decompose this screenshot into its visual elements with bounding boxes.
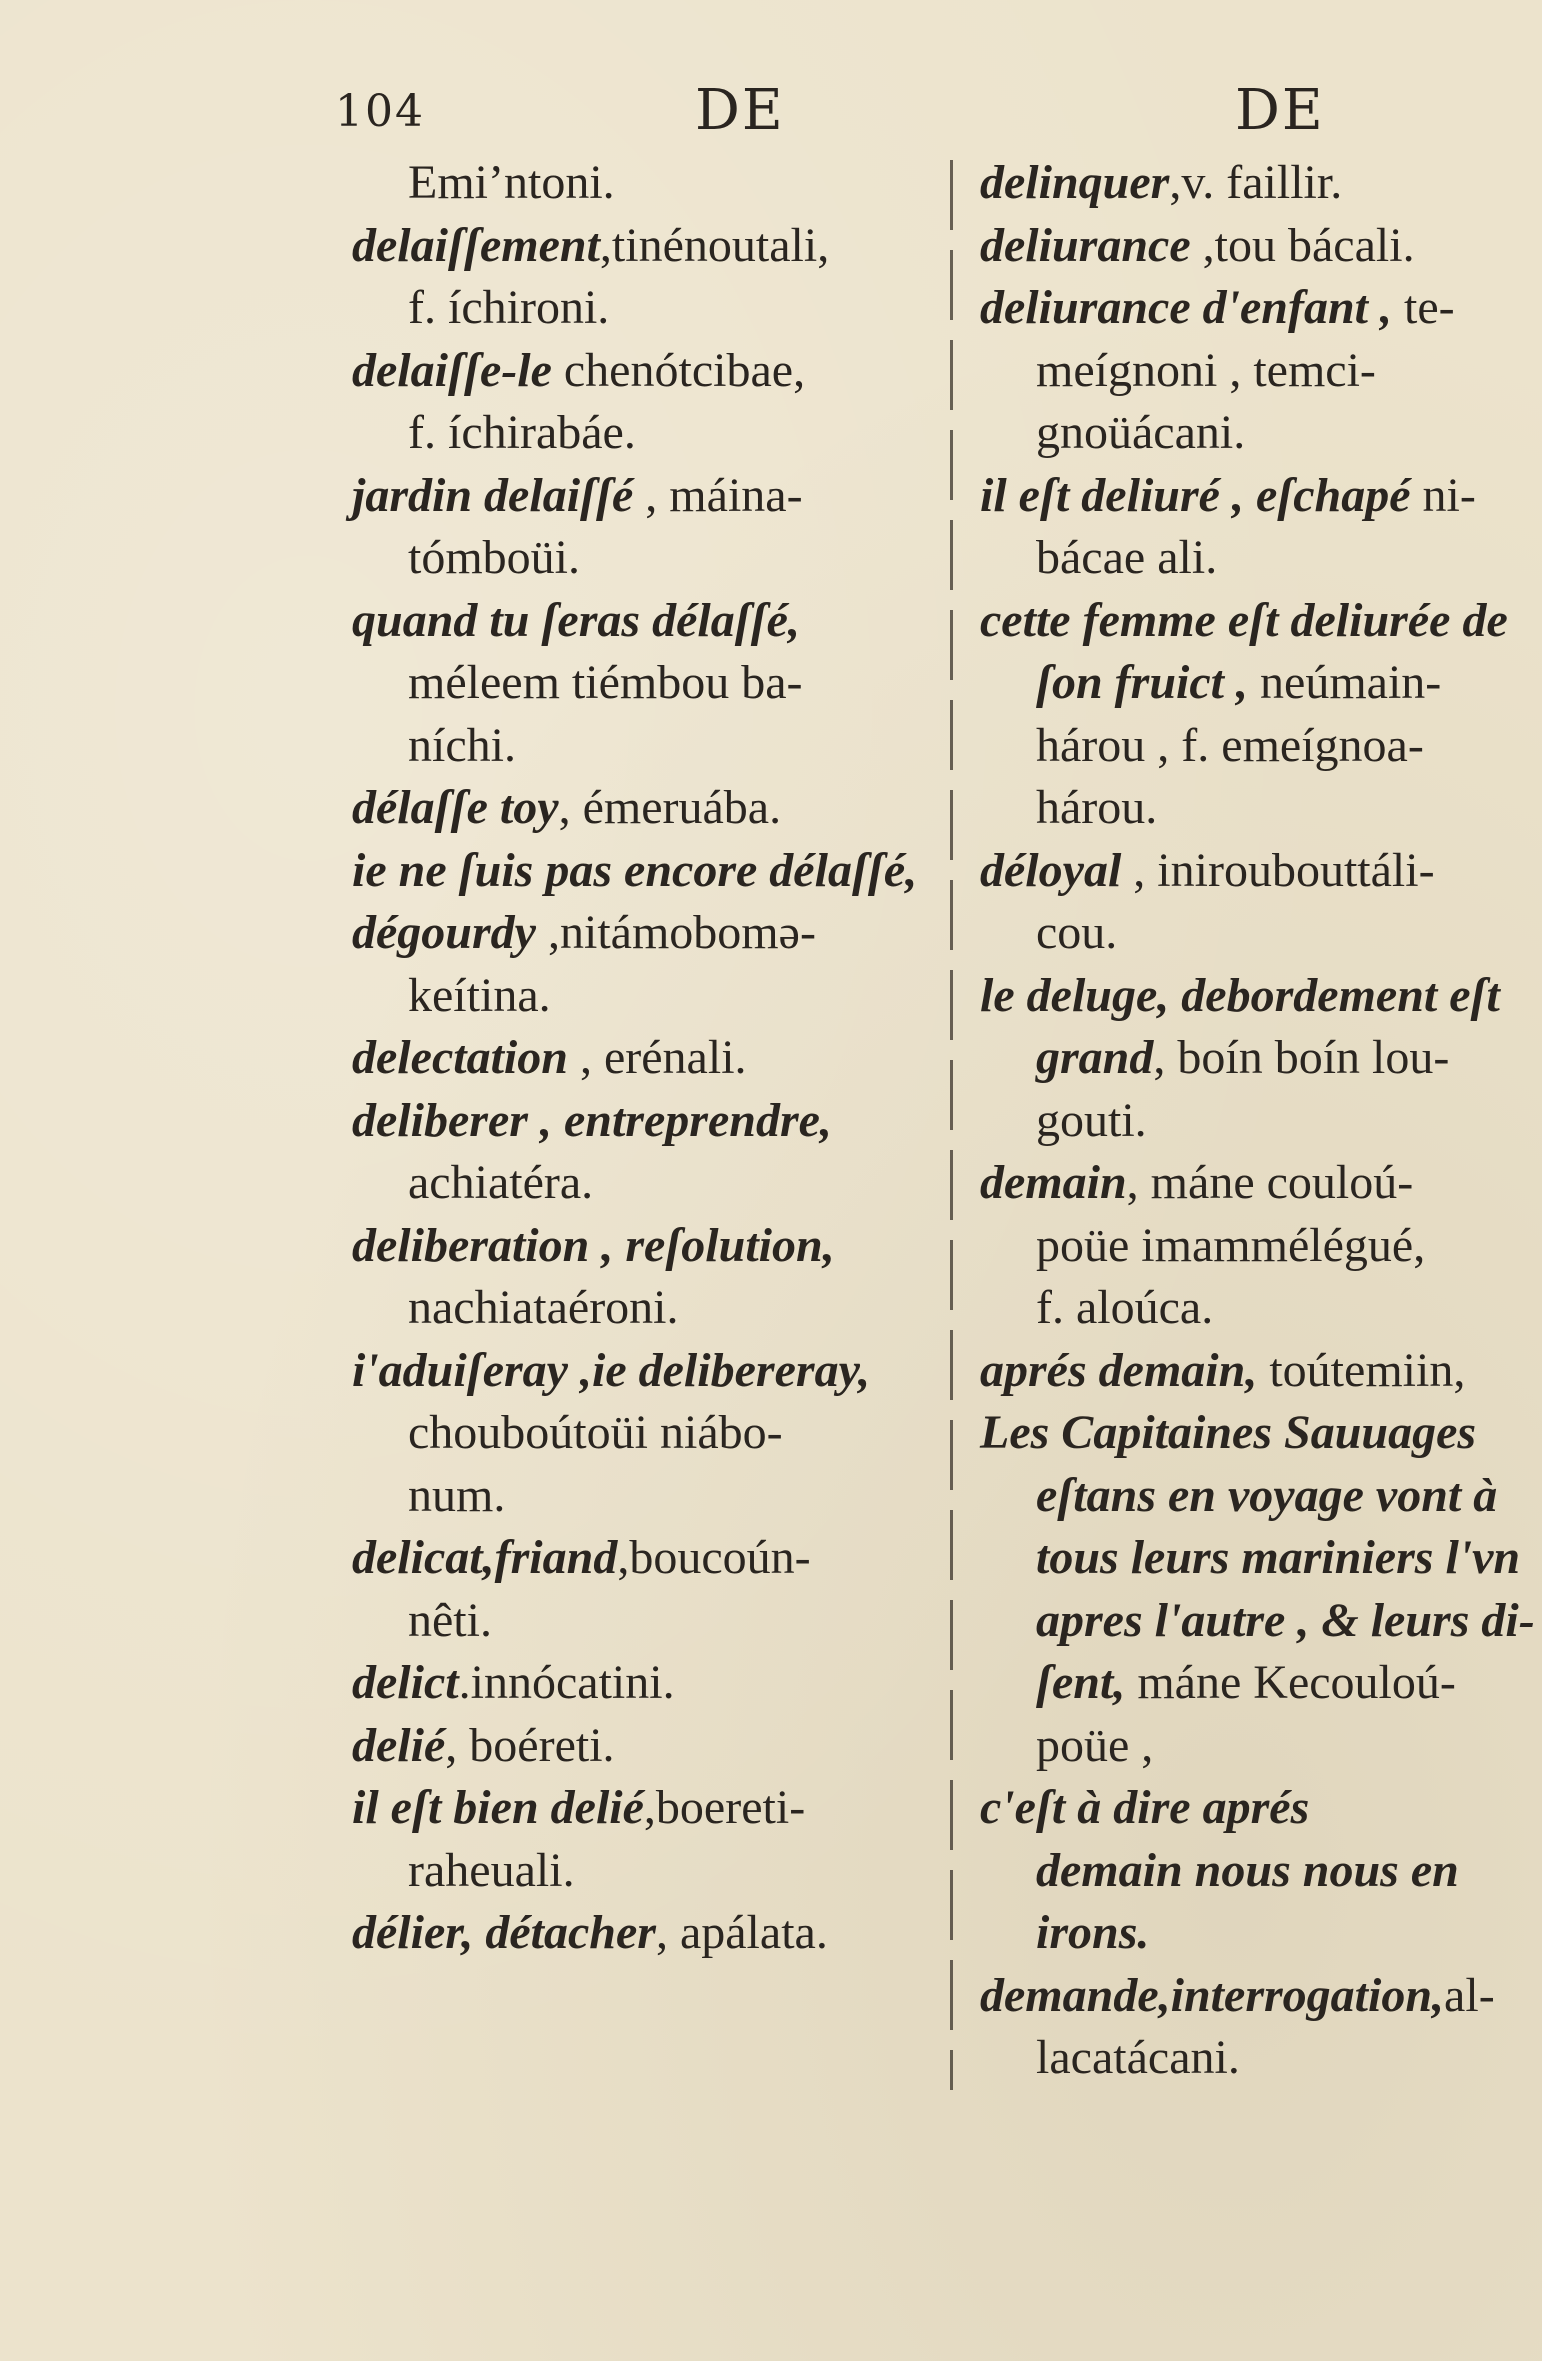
page-number: 104 [335, 86, 425, 137]
punctuation: , [599, 218, 612, 272]
dictionary-line [980, 527, 1500, 590]
native-term: tómboüi. [408, 531, 581, 584]
french-term: deliberer , entreprendre, [352, 1093, 832, 1147]
dictionary-line [980, 777, 1500, 840]
punctuation: , [617, 1531, 630, 1584]
dictionary-line [980, 1402, 1500, 1465]
dictionary-line [980, 1777, 1500, 1840]
french-term: délier, détacher [352, 1906, 656, 1959]
native-term: tou bácali. [1214, 218, 1415, 272]
native-term: boucoún- [629, 1531, 811, 1584]
french-term: delinquer [980, 156, 1170, 209]
punctuation: , [633, 468, 658, 522]
native-term: achiatéra. [408, 1156, 594, 1209]
native-term: iniroubouttáli- [1145, 843, 1435, 897]
native-term: émeruába. [570, 781, 782, 834]
french-term: demain nous nous en [1036, 1843, 1459, 1897]
dictionary-line [352, 215, 942, 278]
french-term: delicat,friand [352, 1531, 618, 1584]
french-term: delié [352, 1718, 446, 1772]
native-term: al- [1444, 1968, 1495, 2022]
native-term: v. faillir. [1181, 156, 1343, 209]
dictionary-line [980, 652, 1500, 715]
native-term: hárou , f. emeígnoa- [1036, 718, 1424, 772]
punctuation: , [1153, 1031, 1166, 1084]
native-term: toútemiin, [1257, 1343, 1466, 1397]
french-term: demande,interrogation, [980, 1968, 1445, 2022]
dictionary-line [352, 1777, 942, 1840]
native-term: boereti- [655, 1781, 806, 1834]
dictionary-line [980, 152, 1500, 215]
dictionary-line [352, 1902, 942, 1965]
dictionary-line [352, 340, 942, 403]
dictionary-line [980, 715, 1500, 778]
native-term: chenótcibae, [551, 343, 806, 397]
dictionary-line [352, 715, 942, 778]
native-term: f. íchirabáe. [408, 406, 636, 459]
french-term: ie ne ſuis pas encore délaſſé, [352, 843, 918, 897]
dictionary-line [980, 1715, 1500, 1778]
punctuation: , [1126, 1156, 1139, 1209]
native-term: nitámobomə- [559, 906, 816, 959]
dictionary-line [352, 590, 942, 653]
dictionary-line [352, 1590, 942, 1653]
dictionary-line [352, 1715, 942, 1778]
french-term: cette femme eſt deliurée de [980, 593, 1508, 647]
dictionary-line [352, 465, 942, 528]
dictionary-line [352, 1465, 942, 1528]
french-term: ſent, [1036, 1656, 1126, 1709]
french-term: i'aduiſeray ,ie delibereray, [352, 1343, 871, 1397]
native-term: nachiataéroni. [408, 1281, 679, 1334]
dictionary-line [980, 277, 1500, 340]
french-term: il eſt bien delié [352, 1781, 644, 1834]
dictionary-line [980, 1152, 1500, 1215]
punctuation: , [558, 781, 571, 834]
punctuation: , [1121, 843, 1146, 897]
dictionary-line [980, 590, 1508, 653]
french-term: deliberation , reſolution, [352, 1218, 835, 1272]
dictionary-line [980, 340, 1500, 403]
native-term: boín boín lou- [1165, 1031, 1450, 1084]
french-term: ſon fruict , [1036, 656, 1249, 709]
dictionary-line [352, 1652, 942, 1715]
french-term: delaiſſe-le [352, 343, 552, 397]
dictionary-line [352, 777, 942, 840]
dictionary-line [352, 277, 942, 340]
french-term: quand tu ſeras délaſſé, [352, 593, 800, 647]
native-term: máne Kecouloú- [1125, 1656, 1456, 1709]
french-term: eſtans en voyage vont à [1036, 1468, 1498, 1522]
dictionary-line [352, 902, 942, 965]
dictionary-line [352, 840, 942, 903]
french-term: grand [1036, 1031, 1154, 1084]
dictionary-line [352, 652, 942, 715]
french-term: Les Capitaines Sauuages [980, 1406, 1477, 1459]
dictionary-line [980, 965, 1500, 1028]
right-column-heading: DE [1235, 78, 1325, 143]
native-term: bácae ali. [1036, 531, 1218, 584]
native-term: poüe , [1036, 1718, 1154, 1772]
running-header [335, 78, 1395, 158]
dictionary-line [980, 1090, 1500, 1153]
punctuation: , [1169, 156, 1182, 209]
native-term: gnoüácani. [1036, 406, 1246, 459]
french-term: c'eſt à dire aprés [980, 1781, 1310, 1834]
native-term: f. aloúca. [1036, 1281, 1214, 1334]
dictionary-line [352, 1215, 942, 1278]
native-term: poüe imammélégué, [1036, 1218, 1426, 1272]
punctuation: , [567, 1031, 592, 1084]
punctuation: , [643, 1781, 656, 1834]
native-term: boéreti. [457, 1718, 615, 1772]
native-term: méleem tiémbou ba- [408, 656, 803, 709]
native-term: erénali. [591, 1031, 747, 1084]
native-term: meígnoni , temci- [1036, 343, 1376, 397]
dictionary-line [352, 527, 942, 590]
dictionary-line [980, 1840, 1500, 1903]
punctuation: , [445, 1718, 458, 1772]
dictionary-line [352, 965, 942, 1028]
dictionary-line [980, 1465, 1500, 1528]
dictionary-line [980, 465, 1500, 528]
dictionary-line [352, 1840, 942, 1903]
french-term: irons. [1036, 1906, 1150, 1959]
french-term: le deluge, debordement eſt [980, 968, 1500, 1022]
dictionary-line [352, 1277, 942, 1340]
dictionary-line [980, 902, 1500, 965]
dictionary-line [352, 1090, 942, 1153]
french-term: tous leurs mariniers l'vn [1036, 1531, 1521, 1584]
dictionary-line [980, 1652, 1500, 1715]
punctuation: , [655, 1906, 668, 1959]
left-column-heading: DE [695, 78, 785, 143]
native-term: raheuali. [408, 1843, 575, 1897]
native-term: máne couloú- [1138, 1156, 1414, 1209]
native-term: neúmain- [1248, 656, 1442, 709]
french-term: jardin delaiſſé [352, 468, 634, 522]
native-term: ni- [1410, 468, 1476, 522]
dictionary-line [980, 840, 1500, 903]
dictionary-line [980, 1590, 1535, 1653]
left-column [352, 152, 942, 1965]
french-term: délaſſe toy [352, 781, 559, 834]
native-term: apálata. [667, 1906, 828, 1959]
dictionary-line [980, 1215, 1500, 1278]
dictionary-line [352, 1340, 942, 1403]
dictionary-line [980, 402, 1500, 465]
native-term: lacatácani. [1036, 2031, 1240, 2084]
french-term: demain [980, 1156, 1127, 1209]
french-term: deliurance d'enfant , [980, 281, 1393, 334]
french-term: delectation [352, 1031, 568, 1084]
native-term: f. íchironi. [408, 281, 610, 334]
dictionary-line [980, 1527, 1521, 1590]
dictionary-line [352, 152, 942, 215]
dictionary-line [352, 1527, 942, 1590]
dictionary-line [980, 1277, 1500, 1340]
dictionary-line [352, 1402, 942, 1465]
french-term: deliurance [980, 218, 1191, 272]
native-term: chouboútoüi niábo- [408, 1406, 783, 1459]
native-term: níchi. [408, 718, 516, 772]
dictionary-line [352, 1152, 942, 1215]
native-term: cou. [1036, 906, 1118, 959]
native-term: hárou. [1036, 781, 1158, 834]
dictionary-line [980, 1965, 1500, 2028]
dictionary-line [352, 1027, 942, 1090]
native-term: num. [408, 1468, 506, 1522]
dictionary-line [980, 2027, 1500, 2090]
native-term: nêti. [408, 1593, 492, 1647]
french-term: delict [352, 1656, 459, 1709]
french-term: aprés demain, [980, 1343, 1258, 1397]
native-term: máina- [657, 468, 803, 522]
punctuation: . [458, 1656, 471, 1709]
punctuation: , [1190, 218, 1215, 272]
native-term: innócatini. [470, 1656, 675, 1709]
punctuation: , [535, 906, 560, 959]
dictionary-line [980, 1027, 1500, 1090]
native-term: keítina. [408, 968, 551, 1022]
dictionary-line [980, 1340, 1500, 1403]
french-term: dégourdy [352, 906, 536, 959]
french-term: déloyal [980, 843, 1122, 897]
column-divider [950, 160, 953, 2090]
native-term: te- [1392, 281, 1455, 334]
french-term: il eſt deliuré , eſchapé [980, 468, 1411, 522]
dictionary-line [352, 402, 942, 465]
dictionary-line [980, 215, 1500, 278]
french-term: apres l'autre , & leurs di- [1036, 1593, 1535, 1647]
native-term: Emiʼntoni. [408, 156, 615, 209]
right-column [980, 152, 1535, 2090]
native-term: tinénoutali, [611, 218, 830, 272]
french-term: delaiſſement [352, 218, 600, 272]
native-term: gouti. [1036, 1093, 1147, 1147]
dictionary-line [980, 1902, 1500, 1965]
